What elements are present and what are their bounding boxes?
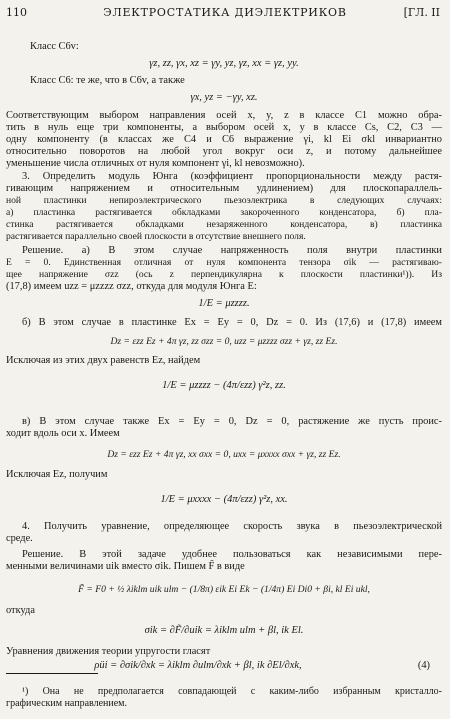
problem-3-line: растягивается параллельно своей плоскости в отсутствие внешнего поля. bbox=[6, 231, 306, 242]
solution-4-line: менными величинами uik вместо σik. Пишем F̃ в виде bbox=[6, 561, 245, 572]
formula-young-c: 1/E = μxxxx − (4π/εzz) γ²z, xx. bbox=[160, 494, 288, 505]
solution-3-line: щее напряжение σzz (ось z перпендикулярна к плоскости пластинки¹)). Из bbox=[6, 269, 442, 280]
paragraph-line: тить в нуль еще три компоненты, а выбором осей x, y в классе Cs, C2, C3 — bbox=[6, 122, 442, 133]
solution-4-text: откуда bbox=[6, 605, 35, 616]
case-b-line: б) В этом случае в пластинке Ex = Ey = 0, Dz = 0. Из (17,6) и (17,8) имеем bbox=[22, 317, 442, 328]
paragraph-line: Соответствующим выбором направления осей x, y, z в классе C1 можно обра- bbox=[6, 110, 442, 121]
problem-4-line: среде. bbox=[6, 533, 33, 544]
case-c-line: ходит вдоль оси x. Имеем bbox=[6, 428, 120, 439]
formula-case-b: Dz = εzz Ez + 4π γz, zz σzz = 0, uzz = μzzzz σzz + γz, zz Ez. bbox=[110, 336, 338, 347]
footnote-line: ¹) Она не предполагается совпадающей с каким-либо избранным кристалло- bbox=[22, 686, 442, 697]
running-title: ЭЛЕКТРОСТАТИКА ДИЭЛЕКТРИКОВ bbox=[103, 6, 347, 19]
formula-young-b: 1/E = μzzzz − (4π/εzz) γ²z, zz. bbox=[162, 380, 286, 391]
problem-3-line: а) пластинка растягивается обкладками закороченного конденсатора, б) пла- bbox=[6, 207, 442, 218]
formula-young-a: 1/E = μzzzz. bbox=[198, 298, 250, 309]
class-c6v-heading: Класс C6v: bbox=[30, 41, 79, 52]
equation-number: (4) bbox=[417, 660, 430, 671]
case-c-text: Исключая Ez, получим bbox=[6, 469, 108, 480]
solution-3-line: E = 0. Единственная отличная от нуля компонента тензора σik — растягиваю- bbox=[6, 257, 442, 268]
problem-3-line: ной пластинки непироэлектрического пьезоэлектрика в следующих случаях: bbox=[6, 195, 442, 206]
formula-c6-extra: γx, yz = −γy, xz. bbox=[190, 92, 258, 103]
footnote-line: графическим направлением. bbox=[6, 698, 128, 709]
formula-free-energy: F̃ = F0 + ½ λiklm uik ulm − (1/8π) εik Ei Ek − (1/4π) Ei Di0 + βi, kl Ei ukl, bbox=[78, 584, 370, 595]
solution-3-line: (17,8) имеем uzz = μzzzz σzz, откуда для модуля Юнга E: bbox=[6, 281, 257, 292]
problem-3-line: гивающим напряжением и относительным удлинением) для плоскопараллель- bbox=[6, 183, 442, 194]
formula-motion: ρüi = ∂σik/∂xk = λiklm ∂ulm/∂xk + βl, ik ∂El/∂xk, bbox=[94, 660, 302, 671]
problem-3-line: 3. Определить модуль Юнга (коэффициент пропорциональности между растя- bbox=[22, 171, 442, 182]
problem-4-line: 4. Получить уравнение, определяющее скорость звука в пьезоэлектрической bbox=[22, 521, 442, 532]
paragraph-line: одну компоненту (в классах же C4 и C6 выражение γi, kl Ei σkl инвариантно bbox=[6, 134, 442, 145]
paragraph-line: относительно поворотов на любой угол вокруг оси z, и потому дальнейшее bbox=[6, 146, 442, 157]
solution-4-text: Уравнения движения теории упругости гласят bbox=[6, 646, 211, 657]
formula-c6v-components: γz, zz, γx, xz = γy, yz, γz, xx = γz, yy. bbox=[149, 58, 299, 69]
case-c-line: в) В этом случае также Ex = Ey = 0, Dz = 0, растяжение же пусть проис- bbox=[22, 416, 442, 427]
solution-3-line: Решение. а) В этом случае напряженность поля внутри пластинки bbox=[22, 245, 442, 256]
page-number: 110 bbox=[6, 6, 27, 19]
problem-3-line: стинка растягивается обкладками незаряженного конденсатора, в) пластинка bbox=[6, 219, 442, 230]
formula-case-c: Dz = εzz Ez + 4π γz, xx σxx = 0, uxx = μxxxx σxx + γz, zz Ez. bbox=[107, 449, 341, 460]
solution-4-line: Решение. В этой задаче удобнее пользоваться как независимыми пере- bbox=[22, 549, 442, 560]
formula-stress: σik = ∂F̃/∂uik = λiklm ulm + βl, ik El. bbox=[144, 625, 304, 636]
footnote-rule bbox=[6, 673, 98, 674]
chapter-label: [ГЛ. II bbox=[403, 6, 440, 19]
paragraph-line: уменьшение числа отличных от нуля компонент γi, kl невозможно). bbox=[6, 158, 305, 169]
case-b-text: Исключая из этих двух равенств Ez, найдем bbox=[6, 355, 201, 366]
class-c6-heading: Класс C6: те же, что в C6v, а также bbox=[30, 75, 185, 86]
